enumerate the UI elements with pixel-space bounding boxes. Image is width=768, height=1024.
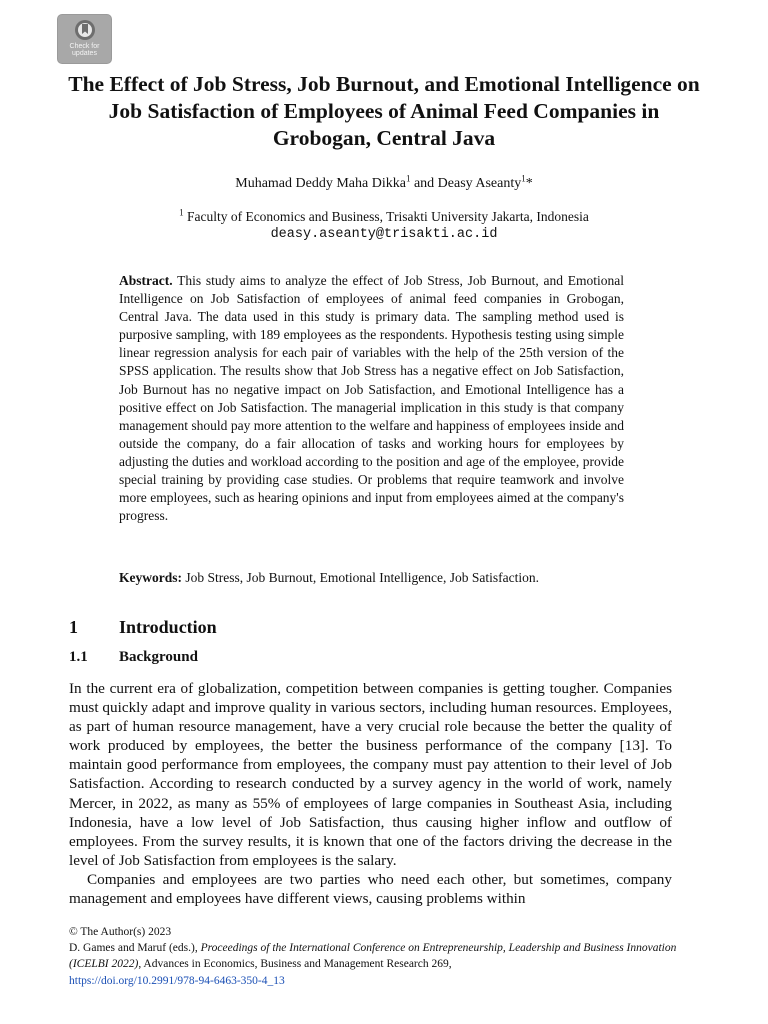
author-name: Muhamad Deddy Maha Dikka [235,176,406,191]
author-line: Muhamad Deddy Maha Dikka$^1$ and Deasy Aseanty$^1$* [235,173,533,191]
subsection-number: 1.1 [69,649,88,665]
abstract-label: Abstract. [119,273,173,288]
corresponding-author-marker: * [525,176,533,191]
copyright-notice: © The Author(s) 2023 [69,926,172,938]
bookmark-ribbon-icon [74,19,96,41]
author-name: Deasy Aseanty [437,176,522,191]
section-heading [69,615,217,639]
affiliation: $^1$ Faculty of Economics and Business, Trisakti University Jakarta, Indonesia deasy.aseanty@trisakti.ac.id [60,208,708,244]
subsection-title: Background [119,649,198,665]
keywords-text: Job Stress, Job Burnout, Emotional Intelligence, Job Satisfaction. [182,570,539,585]
contact-email[interactable]: deasy.aseanty@trisakti.ac.id [270,227,498,242]
body-text [69,679,672,908]
section-number: 1 [69,617,78,637]
badge-label: Check for updates [69,43,100,57]
page-footer [69,924,709,989]
affiliation-marker: 1 [521,173,526,184]
abstract-text: This study aims to analyze the effect of Job Stress, Job Burnout, and Emotional Intelligence on Job Satisfaction of employees of animal feed companies in Grobogan, Central Java. The data used in this study is primary data. The sampling method used is purposive sampling, with 189 employees as the respondents. Hypothesis testing using simple linear regression analysis for each pair of variables with the help of the 25th version of the SPSS application. The results show that Job Stress has a negative effect on Job Satisfaction, Job Burnout has no negative impact on Job Satisfaction, and Emotional Intelligence has a positive effect on Job Satisfaction. The managerial implication in this study is that company management should pay more attention to the welfare and happiness of employees inside and outside the company, do a fair allocation of tasks and working hours for employees by adjusting the duties and workload according to the position and age of the employee, provide special training by providing case studies. Or problems that require teamwork and involve more employees, such as hearing opinions and input from employees aimed at the company's progress. [119,273,624,524]
section-title: Introduction [119,617,217,637]
abstract [119,272,624,525]
paper-title: The Effect of Job Stress, Job Burnout, and Emotional Intelligence on Job Satisfaction of Employees of Animal Feed Companies in Grobogan, Central Java [68,72,700,150]
doi-link[interactable]: https://doi.org/10.2991/978-94-6463-350-4_13 [69,974,285,987]
affiliation-text: Faculty of Economics and Business, Trisakti University Jakarta, Indonesia [183,209,589,224]
check-for-updates-badge[interactable] [57,14,112,64]
affiliation-marker: 1 [405,173,411,184]
subsection-heading [69,647,198,667]
paragraph: In the current era of globalization, competition between companies is getting tougher. Companies must quickly adapt and improve quality in various sectors, including human resources. Employees, as part of human resource management, have a very crucial role because the better the quality of work produced by employees, the better the business performance of the company [13]. To maintain good performance from employees, the company must pay attention to their level of Job Satisfaction. According to research conducted by a survey agency in the world of work, namely Mercer, in 2022, as many as 55% of employees of large companies in Southeast Asia, including Indonesia, have a low level of Job Satisfaction, thus causing higher inflow and outflow of employees. From the survey results, it is known that one of the factors driving the decrease in the level of Job Satisfaction from employees is the salary. [69,680,672,869]
paragraph: Companies and employees are two parties who need each other, but sometimes, company management and employees have different views, causing problems within [69,870,672,908]
keywords [119,569,629,587]
keywords-label: Keywords: [119,570,182,585]
proceedings-title: Proceedings of the International Conference on Entrepreneurship, Leadership and Business Innovation (ICELBI 2022) [69,942,677,971]
citation: D. Games and Maruf (eds.), Proceedings of the International Conference on Entrepreneurship, Leadership and Business Innovation (ICELBI 2022), Advances in Economics, Business and Management Research 269, [69,942,677,971]
